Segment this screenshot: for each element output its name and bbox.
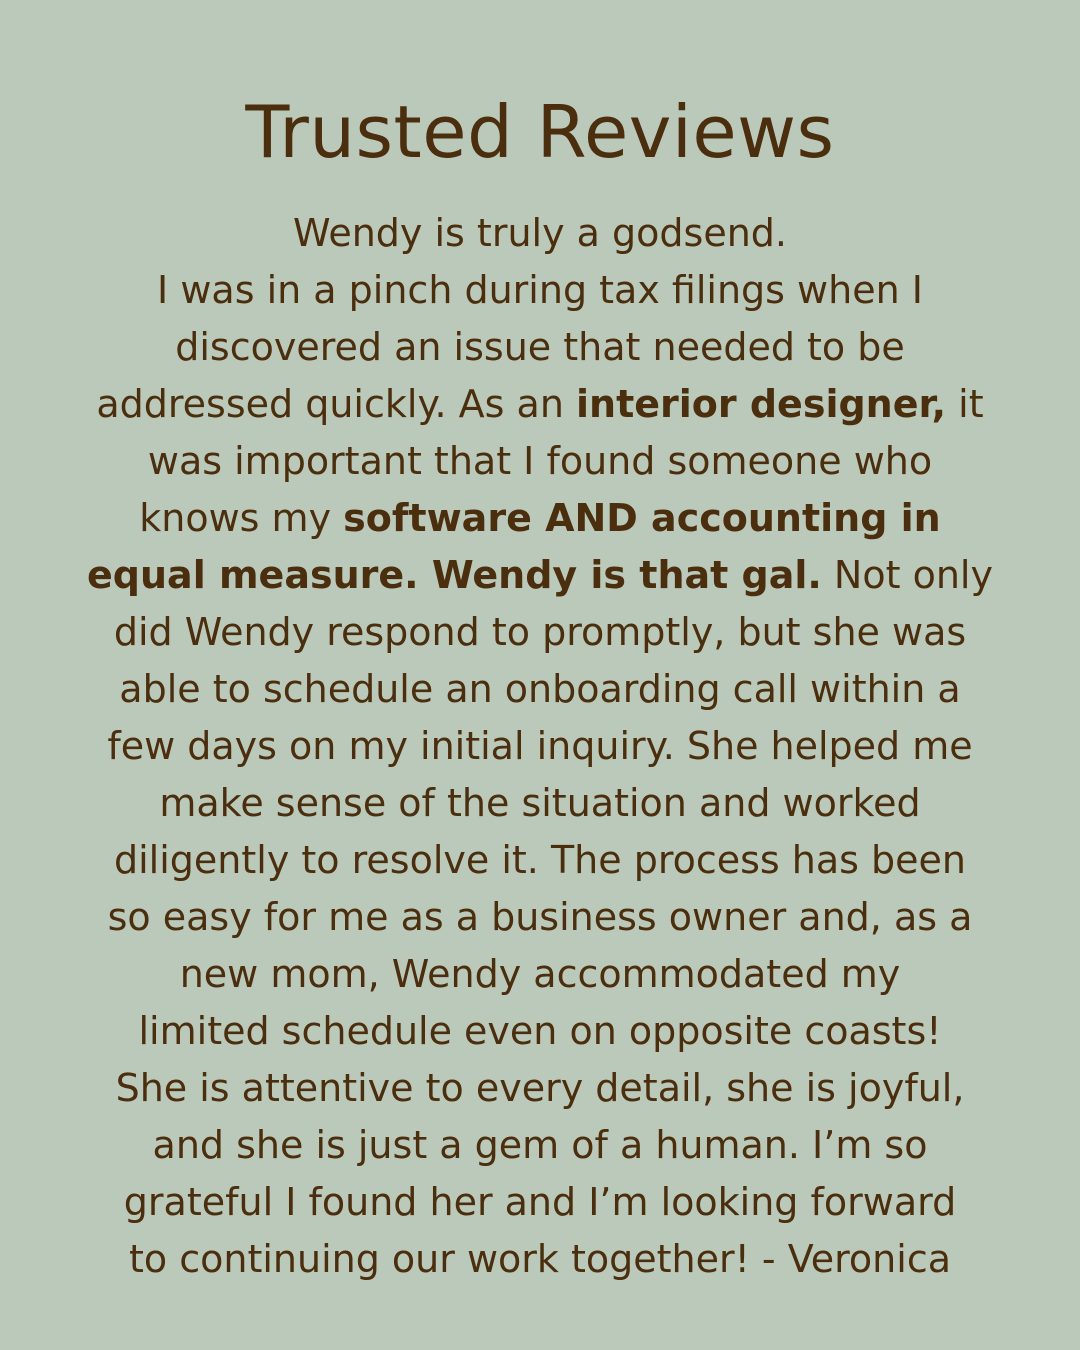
review-line xyxy=(62,1117,1018,1174)
review-segment: She is attentive to every detail, she is joyful, xyxy=(115,1066,965,1110)
review-segment: I was in a pinch during tax filings when I xyxy=(157,268,923,312)
review-segment: new mom, Wendy accommodated my xyxy=(179,952,901,996)
review-line xyxy=(62,775,1018,832)
review-segment: Wendy is truly a godsend. xyxy=(293,211,787,255)
review-line xyxy=(62,205,1018,262)
review-segment: it xyxy=(946,382,984,426)
review-emphasis: interior designer, xyxy=(576,382,947,426)
review-line xyxy=(62,832,1018,889)
review-segment: Not only xyxy=(821,553,993,597)
review-line xyxy=(62,718,1018,775)
review-segment: so easy for me as a business owner and, as a xyxy=(107,895,973,939)
review-segment: grateful I found her and I’m looking forward xyxy=(123,1180,957,1224)
review-line xyxy=(62,319,1018,376)
review-segment: discovered an issue that needed to be xyxy=(175,325,905,369)
review-line xyxy=(62,946,1018,1003)
review-segment: make sense of the situation and worked xyxy=(159,781,921,825)
review-emphasis: equal measure. Wendy is that gal. xyxy=(87,553,822,597)
review-text xyxy=(62,205,1018,1288)
review-line xyxy=(62,1060,1018,1117)
review-segment: few days on my initial inquiry. She helped me xyxy=(107,724,973,768)
review-line xyxy=(62,547,1018,604)
review-line xyxy=(62,1174,1018,1231)
review-line xyxy=(62,604,1018,661)
review-line xyxy=(62,1231,1018,1288)
review-line xyxy=(62,433,1018,490)
review-line xyxy=(62,1003,1018,1060)
review-segment: knows my xyxy=(139,496,344,540)
review-line xyxy=(62,490,1018,547)
review-line xyxy=(62,262,1018,319)
review-segment: to continuing our work together! - Veronica xyxy=(128,1237,951,1281)
review-segment: able to schedule an onboarding call within a xyxy=(119,667,961,711)
review-segment: and she is just a gem of a human. I’m so xyxy=(152,1123,928,1167)
review-line xyxy=(62,376,1018,433)
review-segment: addressed quickly. As an xyxy=(96,382,576,426)
review-line xyxy=(62,889,1018,946)
review-segment: was important that I found someone who xyxy=(147,439,933,483)
page-title: Trusted Reviews xyxy=(245,90,835,174)
review-segment: diligently to resolve it. The process has been xyxy=(113,838,967,882)
review-emphasis: software AND accounting in xyxy=(343,496,941,540)
review-line xyxy=(62,661,1018,718)
review-segment: limited schedule even on opposite coasts! xyxy=(138,1009,942,1053)
review-segment: did Wendy respond to promptly, but she was xyxy=(113,610,967,654)
